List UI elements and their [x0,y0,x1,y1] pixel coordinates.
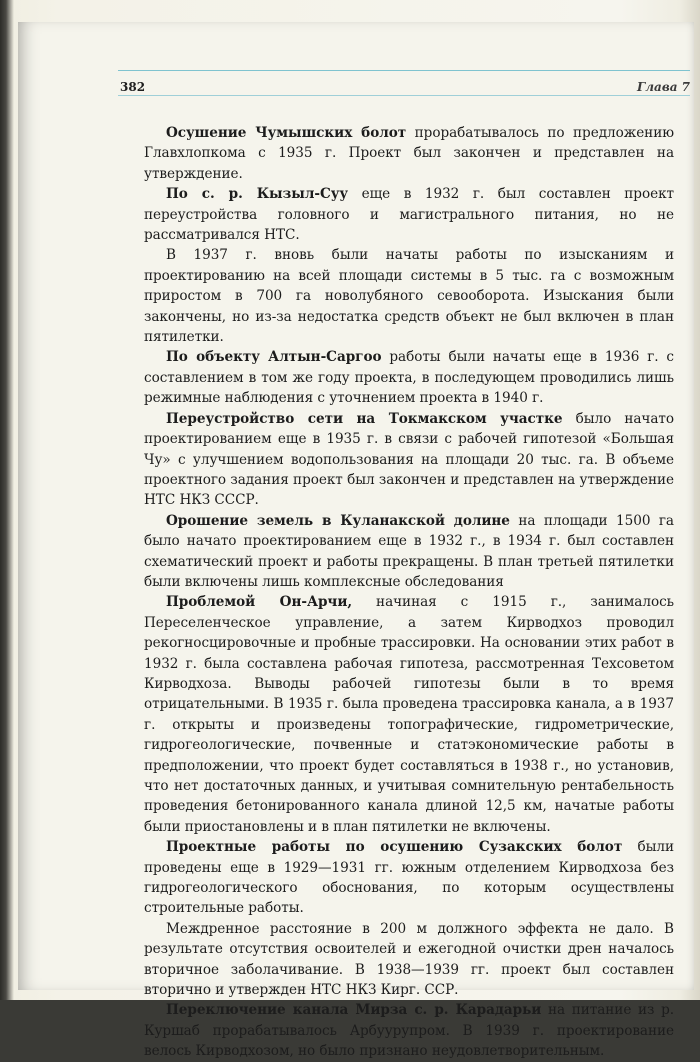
paragraph-text: было начато проектированием еще в 1935 г. в связи с рабочей гипотезой «Большая Чу» с улучшением водопользования на площади 20 тыс. га. В объеме проектного задания проект был закончен и представлен на утверждение НТС НКЗ СССР. [144,410,674,509]
paragraph-text: В 1937 г. вновь были начаты работы по изысканиям и проектированию на всей площади системы в 5 тыс. га с возможным приростом в 700 га новолубяного севооборота. Изыскания были закончены, но из-за недостатка средств объект не был включен в план пятилетки. [144,247,674,346]
paragraph [144,511,674,593]
paragraph-heading: По с. р. Кызыл-Суу [166,186,349,203]
paragraph-text: еще в 1932 г. был составлен проект переустройства головного и магистрального питания, но не рассматривался НТС. [144,186,674,244]
paragraph [144,1000,674,1061]
paragraph [144,409,674,511]
paragraph [144,184,674,245]
paragraph [144,837,674,919]
paragraph-text: на питание из р. Куршаб прорабатывалось Арбуурупром. В 1939 г. проектирование велось Кирводхозом, но было признано неудовлетворительным. [144,1002,674,1060]
paragraph-heading: Орошение земель в Куланакской долине [166,512,510,529]
paragraph-text: на площади 1500 га было начато проектированием еще в 1932 г., в 1934 г. был составлен схематический проект и работы прекращены. В план третьей пятилетки были включены лишь комплексные обследования [144,512,674,590]
body-text [144,123,674,1062]
paragraph [144,919,674,1001]
running-head: Глава 7 [636,80,690,94]
paragraph-heading: Осушение Чумышских болот [166,125,407,141]
page-number: 382 [120,80,146,94]
paragraph-text: Междренное расстояние в 200 м должного эффекта не дало. В результате отсутствия освоителей и ежегодной очистки дрен началось вторичное заболачивание. В 1938—1939 гг. проект был составлен вторично и утвержден НТС НКЗ Кирг. ССР. [144,920,674,999]
paragraph-text: работы были начаты еще в 1936 г. с составлением в том же году проекта, в последующем проводились лишь режимные наблюдения с уточнением проекта в 1940 г. [144,349,674,407]
paragraph-heading: По объекту Алтын-Саргоо [166,349,382,366]
paragraph-heading: Переустройство сети на Токмакском участке [166,410,563,427]
paragraph-text: начиная с 1915 г., занималось Переселенческое управление, а затем Кирводхоз проводил рекогносцировочные и пробные трассировки. На основании этих работ в 1932 г. была составлена рабочая гипотеза, рассмотренная Техсоветом Кирводхоза. Выводы рабочей гипотезы были в то время отрицательными. В 1935 г. была проведена трассировка канала, а в 1937 г. открыты и произведены топографические, гидрометрические, гидрогеологические, почвенные и статэкономические работы в предположении, что проект будет составляться в 1938 г., но установив, что нет достаточных данных, и учитывая сомнительную рентабельность проведения бетонированного канала длиной 12,5 км, начатые работы были приостановлены и в план пятилетки не включены. [144,594,674,835]
paragraph-heading: Переключение канала Мирза с. р. Карадарьи [166,1002,542,1019]
page-header [118,70,690,96]
paragraph [144,347,674,408]
paragraph [144,592,674,837]
paragraph-text: прорабатывалось по предложению Главхлопкома с 1935 г. Проект был закончен и представлен на утверждение. [144,125,674,182]
paragraph [144,245,674,347]
paragraph-heading: Проектные работы по осушению Сузакских болот [166,839,623,856]
paragraph [144,123,674,184]
paragraph-heading: Проблемой Он-Арчи, [166,594,353,611]
paragraph-text: были проведены еще в 1929—1931 гг. южным отделением Кирводхоза без гидрогеологического обоснования, по которым осуществлены строительные работы. [144,839,674,917]
